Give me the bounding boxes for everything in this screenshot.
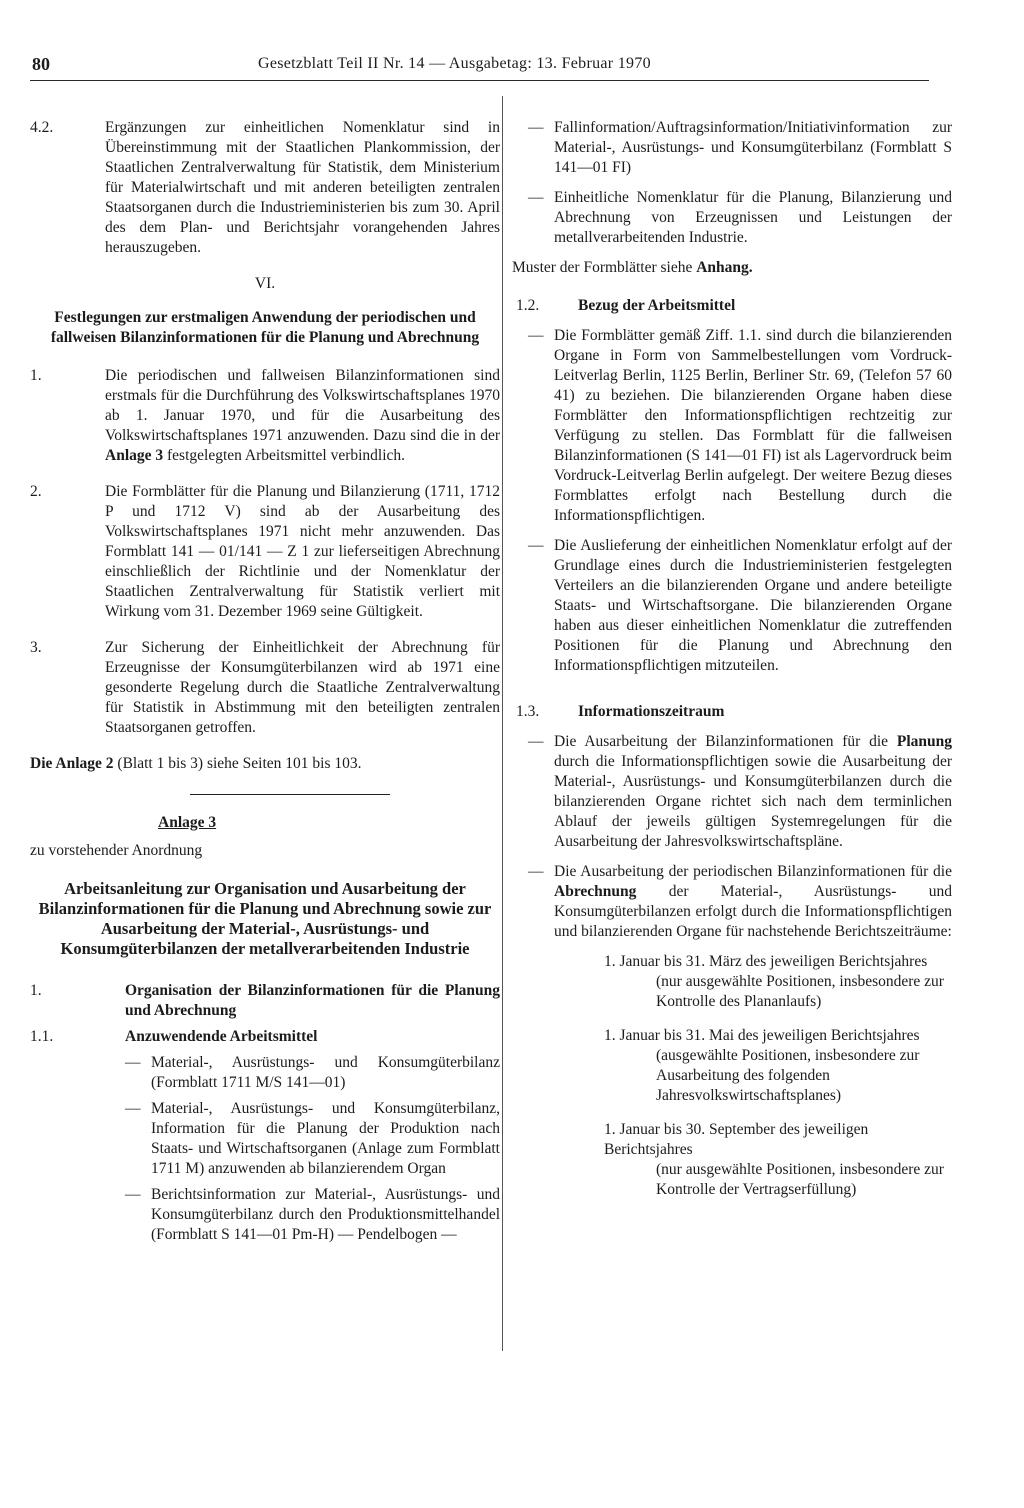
heading-1-3 xyxy=(512,702,952,722)
heading-1-1 xyxy=(30,1027,500,1047)
running-head: Gesetzblatt Teil II Nr. 14 — Ausgabetag: 13. Februar 1970 xyxy=(258,55,651,72)
period-item xyxy=(512,1120,952,1200)
item-text: Ergänzungen zur einheitlichen Nomenklatur sind in Übereinstimmung mit der Staatlichen Plankommission, der Staatlichen Zentralverwaltung für Statistik, dem Ministerium für Materialwirtschaft und mit anderen beteiligten zentralen Staatsorganen durch die Industrieministerien bis zum 30. April des dem Plan- und Berichtsjahr vorangehenden Jahres herauszugeben. xyxy=(105,119,500,256)
period-note: (ausgewählte Positionen, insbesondere zur Ausarbeitung des folgenden Jahresvolkswirtschaftsplanes) xyxy=(656,1047,920,1104)
list-item: — Die Ausarbeitung der periodischen Bilanzinformationen für die Abrechnung der Material-, Ausrüstungs- und Konsumgüterbilanzen erfolgt durch die Informationspflichtigen und bilanzierenden Organe für nachstehende Berichtszeiträume: xyxy=(528,863,952,940)
paragraph-4-2 xyxy=(30,118,500,258)
item-text: Die periodischen und fallweisen Bilanzinformationen sind erstmals für die Durchführung des Volkswirtschaftsplanes 1970 ab 1. Januar 1970, und für die Ausarbeitung des Volkswirtschaftsplanes 1971 anzuwenden. Dazu sind die in der Anlage 3 festgelegten Arbeitsmittel verbindlich. xyxy=(105,367,500,464)
heading-1 xyxy=(30,981,500,1021)
item-text: Die Formblätter für die Planung und Bilanzierung (1711, 1712 P und 1712 V) sind ab der Ausarbeitung des Volkswirtschaftsplanes 1971 nicht mehr anzuwenden. Das Formblatt 141 — 01/141 — Z 1 zur lieferseitigen Abrechnung einschließlich der Richtlinie und der Nomenklatur der Staatlichen Zentralverwaltung für Statistik verliert mit Wirkung vom 31. Dezember 1969 seine Gültigkeit. xyxy=(105,483,500,620)
item-number: 2. xyxy=(30,483,42,500)
heading-number: 1.2. xyxy=(516,297,540,314)
heading-text: Anzuwendende Arbeitsmittel xyxy=(125,1028,318,1045)
heading-number: 1.3. xyxy=(516,703,540,720)
period-item xyxy=(512,952,952,1012)
list-item: — Einheitliche Nomenklatur für die Planung, Bilanzierung und Abrechnung von Erzeugnissen und Leistungen der metallverarbeitenden Industrie. xyxy=(528,189,952,246)
item-number: 3. xyxy=(30,639,42,656)
heading-text: Informationszeitraum xyxy=(578,703,725,720)
anlage3-subtitle: zu vorstehender Anordnung xyxy=(30,842,203,859)
list-item: — Berichtsinformation zur Material-, Ausrüstungs- und Konsumgüterbilanz durch den Produktionsmittelhandel (Formblatt S 141—01 Pm-H) — Pendelbogen — xyxy=(125,1186,500,1243)
muster-note: Muster der Formblätter siehe Anhang. xyxy=(512,259,753,276)
heading-number: 1. xyxy=(30,982,42,999)
paragraph-1 xyxy=(30,366,500,466)
period-main: 1. Januar bis 31. März des jeweiligen Berichtsjahres xyxy=(604,953,928,970)
heading-text: Bezug der Arbeitsmittel xyxy=(578,297,736,314)
item-number: 1. xyxy=(30,367,42,384)
paragraph-2 xyxy=(30,482,500,622)
period-note: (nur ausgewählte Positionen, insbesondere zur Kontrolle des Plananlaufs) xyxy=(656,973,944,1010)
list-item: — Material-, Ausrüstungs- und Konsumgüterbilanz, Information für die Planung der Produktion nach Staats- und Wirtschaftsorganen (Anlage zum Formblatt 1711 M) anzuwenden ab bilanzierendem Organ xyxy=(125,1100,500,1177)
section-title: Festlegungen zur erstmaligen Anwendung der periodischen und fallweisen Bilanzinformationen für die Planung und Abrechnung xyxy=(50,309,480,346)
period-note: (nur ausgewählte Positionen, insbesondere zur Kontrolle der Vertragserfüllung) xyxy=(656,1161,944,1198)
column-divider xyxy=(502,96,503,1351)
section-numeral: VI. xyxy=(254,275,276,292)
page-header xyxy=(30,54,929,81)
page-number: 80 xyxy=(32,54,50,74)
item-text: Zur Sicherung der Einheitlichkeit der Abrechnung für Erzeugnisse der Konsumgüterbilanzen wird ab 1971 eine gesonderte Regelung durch die Staatliche Zentralverwaltung für Statistik in Abstimmung mit den beteiligten zentralen Staatsorganen getroffen. xyxy=(105,639,500,736)
list-item: — Die Auslieferung der einheitlichen Nomenklatur erfolgt auf der Grundlage eines durch die Industrieministerien festgelegten Verteilers an die bilanzierenden Organe und andere beteiligte Staats- und Wirtschaftsorgane. Die bilanzierenden Organe haben aus dieser einheitlichen Nomenklatur die zutreffenden Positionen für die Planung und Abrechnung den Informationspflichtigen mitzuteilen. xyxy=(528,537,952,674)
list-item: — Die Formblätter gemäß Ziff. 1.1. sind durch die bilanzierenden Organe in Form von Sammelbestellungen vom Vordruck-Leitverlag Berlin, 1125 Berlin, Berliner Str. 69, (Telefon 57 60 41) zu beziehen. Die bilanzierenden Organe haben diese Formblätter den Informationspflichtigen rechtzeitig zur Verfügung zu stellen. Das Formblatt für die fallweisen Bilanzinformationen (S 141—01 FI) ist als Lagervordruck beim Vordruck-Leitverlag Berlin aufgelegt. Der weitere Bezug dieses Formblattes erfolgt nach Bestellung durch die Informationspflichtigen. xyxy=(528,327,952,524)
anlage2-reference: Die Anlage 2 (Blatt 1 bis 3) siehe Seiten 101 bis 103. xyxy=(30,755,362,772)
list-item: — Fallinformation/Auftragsinformation/Initiativinformation zur Material-, Ausrüstungs- und Konsumgüterbilanz (Formblatt S 141—01 FI) xyxy=(528,119,952,176)
item-number: 4.2. xyxy=(30,119,54,136)
heading-text: Organisation der Bilanzinformationen für die Planung und Abrechnung xyxy=(125,982,500,1019)
paragraph-3 xyxy=(30,638,500,738)
period-main: 1. Januar bis 30. September des jeweiligen Berichtsjahres xyxy=(604,1121,869,1158)
heading-1-2 xyxy=(512,296,952,316)
period-main: 1. Januar bis 31. Mai des jeweiligen Berichtsjahres xyxy=(604,1027,920,1044)
heading-number: 1.1. xyxy=(30,1028,54,1045)
list-item: — Material-, Ausrüstungs- und Konsumgüterbilanz (Formblatt 1711 M/S 141—01) xyxy=(125,1054,500,1091)
separator-rule xyxy=(190,794,390,795)
list-item: — Die Ausarbeitung der Bilanzinformationen für die Planung durch die Informationspflichtigen sowie die Ausarbeitung der Material-, Ausrüstungs- und Konsumgüterbilanzen durch die bilanzierenden Organe richtet sich nach dem terminlichen Ablauf der jeweils gültigen Systemregelungen für die Ausarbeitung der Jahresvolkswirtschaftspläne. xyxy=(528,733,952,850)
document-title: Arbeitsanleitung zur Organisation und Ausarbeitung der Bilanzinformationen für die Planung und Abrechnung sowie zur Ausarbeitung der Material-, Ausrüstungs- und Konsumgüterbilanzen der metallverarbeitenden Industrie xyxy=(38,879,492,958)
period-item xyxy=(512,1026,952,1106)
right-column xyxy=(512,118,952,1468)
anlage3-title: Anlage 3 xyxy=(158,814,217,831)
left-column xyxy=(30,118,500,1468)
